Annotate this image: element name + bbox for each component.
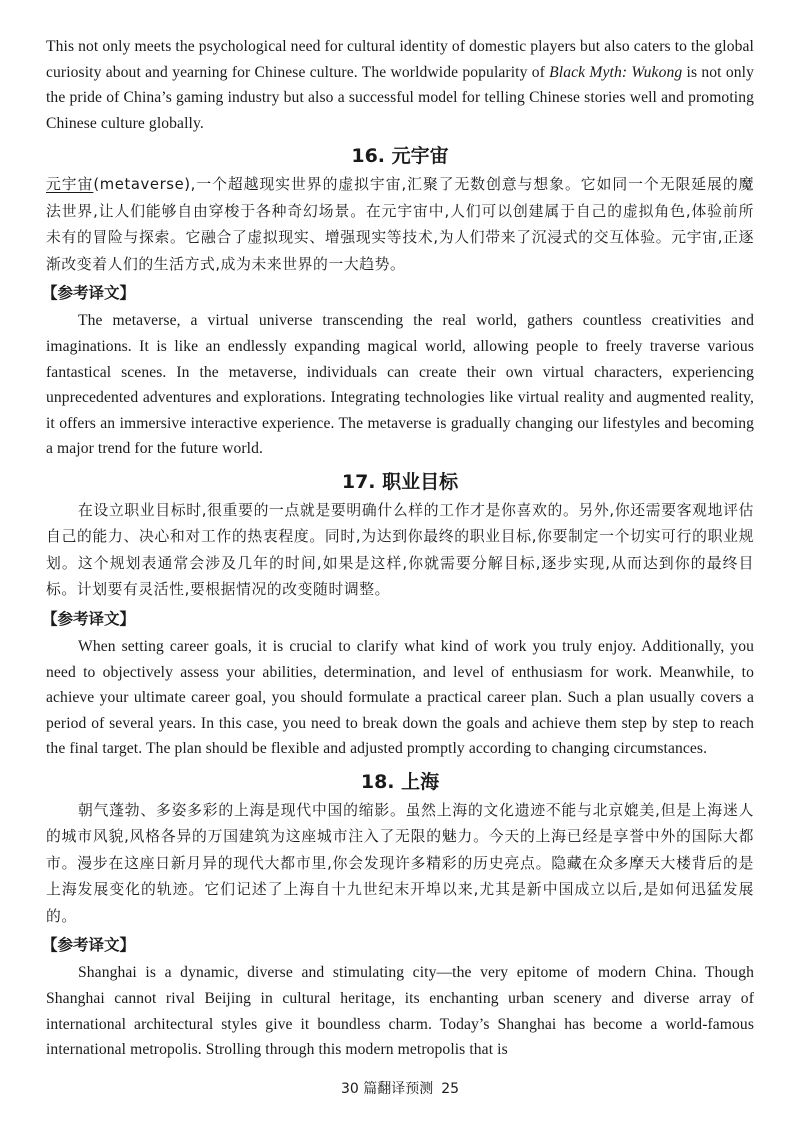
continuation-text-end: is not only the pride of China’s gaming industry but also a successful model for telling Chinese stories well and promoting Chinese culture globally.: [46, 63, 754, 132]
chinese-paragraph-16: [46, 172, 754, 278]
section-title-16: 16. 元宇宙: [351, 145, 449, 168]
continuation-text-start: This not only meets the psychological need for cultural identity of domestic players but also caters to the global curiosity about and yearning for Chinese culture. The worldwide popularity of: [46, 38, 754, 81]
section-title-17: 17. 职业目标: [341, 470, 459, 493]
footer-book-title: 30 篇翻译预测: [340, 1081, 434, 1097]
english-translation-16: The metaverse, a virtual universe transcending the real world, gathers countless creativities and imaginations. It is like an endlessly expanding magical world, allowing people to freely traverse various fantastical scenes. In the metaverse, individuals can create their own virtual characters, experiencing unprecedented adventures and explorations. Integrating technologies like virtual reality and augmented reality, it offers an immersive interactive experience. The metaverse is gradually changing our lifestyles and becoming a major trend for the future world.: [46, 312, 754, 458]
section-title-18: 18. 上海: [360, 770, 440, 793]
footer-page-number: 25: [441, 1081, 460, 1097]
continuation-paragraph: [46, 34, 754, 136]
reference-label-17: 【参考译文】: [42, 609, 136, 628]
chinese-paragraph-17: 在设立职业目标时,很重要的一点就是要明确什么样的工作才是你喜欢的。另外,你还需要客观地评估自己的能力、决心和对工作的热衷程度。同时,为达到你最终的职业目标,你要制定一个切实可行的职业规划。这个规划表通常会涉及几年的时间,如果是这样,你就需要分解目标,逐步实现,从而达到你的最终目标。计划要有灵活性,要根据情况的改变随时调整。: [46, 501, 754, 599]
reference-label-18: 【参考译文】: [42, 936, 136, 955]
underlined-term: 元宇宙: [46, 176, 94, 194]
english-translation-18: Shanghai is a dynamic, diverse and stimulating city—the very epitome of modern China. Though Shanghai cannot rival Beijing in cultural heritage, its enchanting urban scenery and diverse array of international architectural styles give it boundless charm. Today’s Shanghai has become a world-famous international metropolis. Strolling through this modern metropolis that is: [46, 964, 754, 1059]
page-footer: [0, 1078, 800, 1098]
chinese-text-16: (metaverse),一个超越现实世界的虚拟宇宙,汇聚了无数创意与想象。它如同一个无限延展的魔法世界,让人们能够自由穿梭于各种奇幻场景。在元宇宙中,人们可以创建属于自己的虚拟角色,体验前所未有的冒险与探索。它融合了虚拟现实、增强现实等技术,为人们带来了沉浸式的交互体验。元宇宙,正逐渐改变着人们的生活方式,成为未来世界的一大趋势。: [46, 176, 754, 273]
game-title-italic: Black Myth: Wukong: [549, 63, 683, 81]
english-translation-17: When setting career goals, it is crucial to clarify what kind of work you truly enjoy. Additionally, you need to objectively assess your abilities, determination, and level of enthusiasm for work. Meanwhile, to achieve your ultimate career goal, you should formulate a practical career plan. Such a plan usually covers a period of several years. In this case, you need to break down the goals and achieve them step by step to reach the final target. The plan should be flexible and adjusted promptly according to changing circumstances.: [46, 637, 754, 758]
chinese-paragraph-18: 朝气蓬勃、多姿多彩的上海是现代中国的缩影。虽然上海的文化遗迹不能与北京媲美,但是上海迷人的城市风貌,风格各异的万国建筑为这座城市注入了无限的魅力。今天的上海已经是享誉中外的国际大都市。漫步在这座日新月异的现代大都市里,你会发现许多精彩的历史亮点。隐藏在众多摩天大楼背后的是上海发展变化的轨迹。它们记述了上海自十九世纪末开埠以来,尤其是新中国成立以后,是如何迅猛发展的。: [46, 801, 754, 925]
reference-label-16: 【参考译文】: [42, 284, 136, 303]
